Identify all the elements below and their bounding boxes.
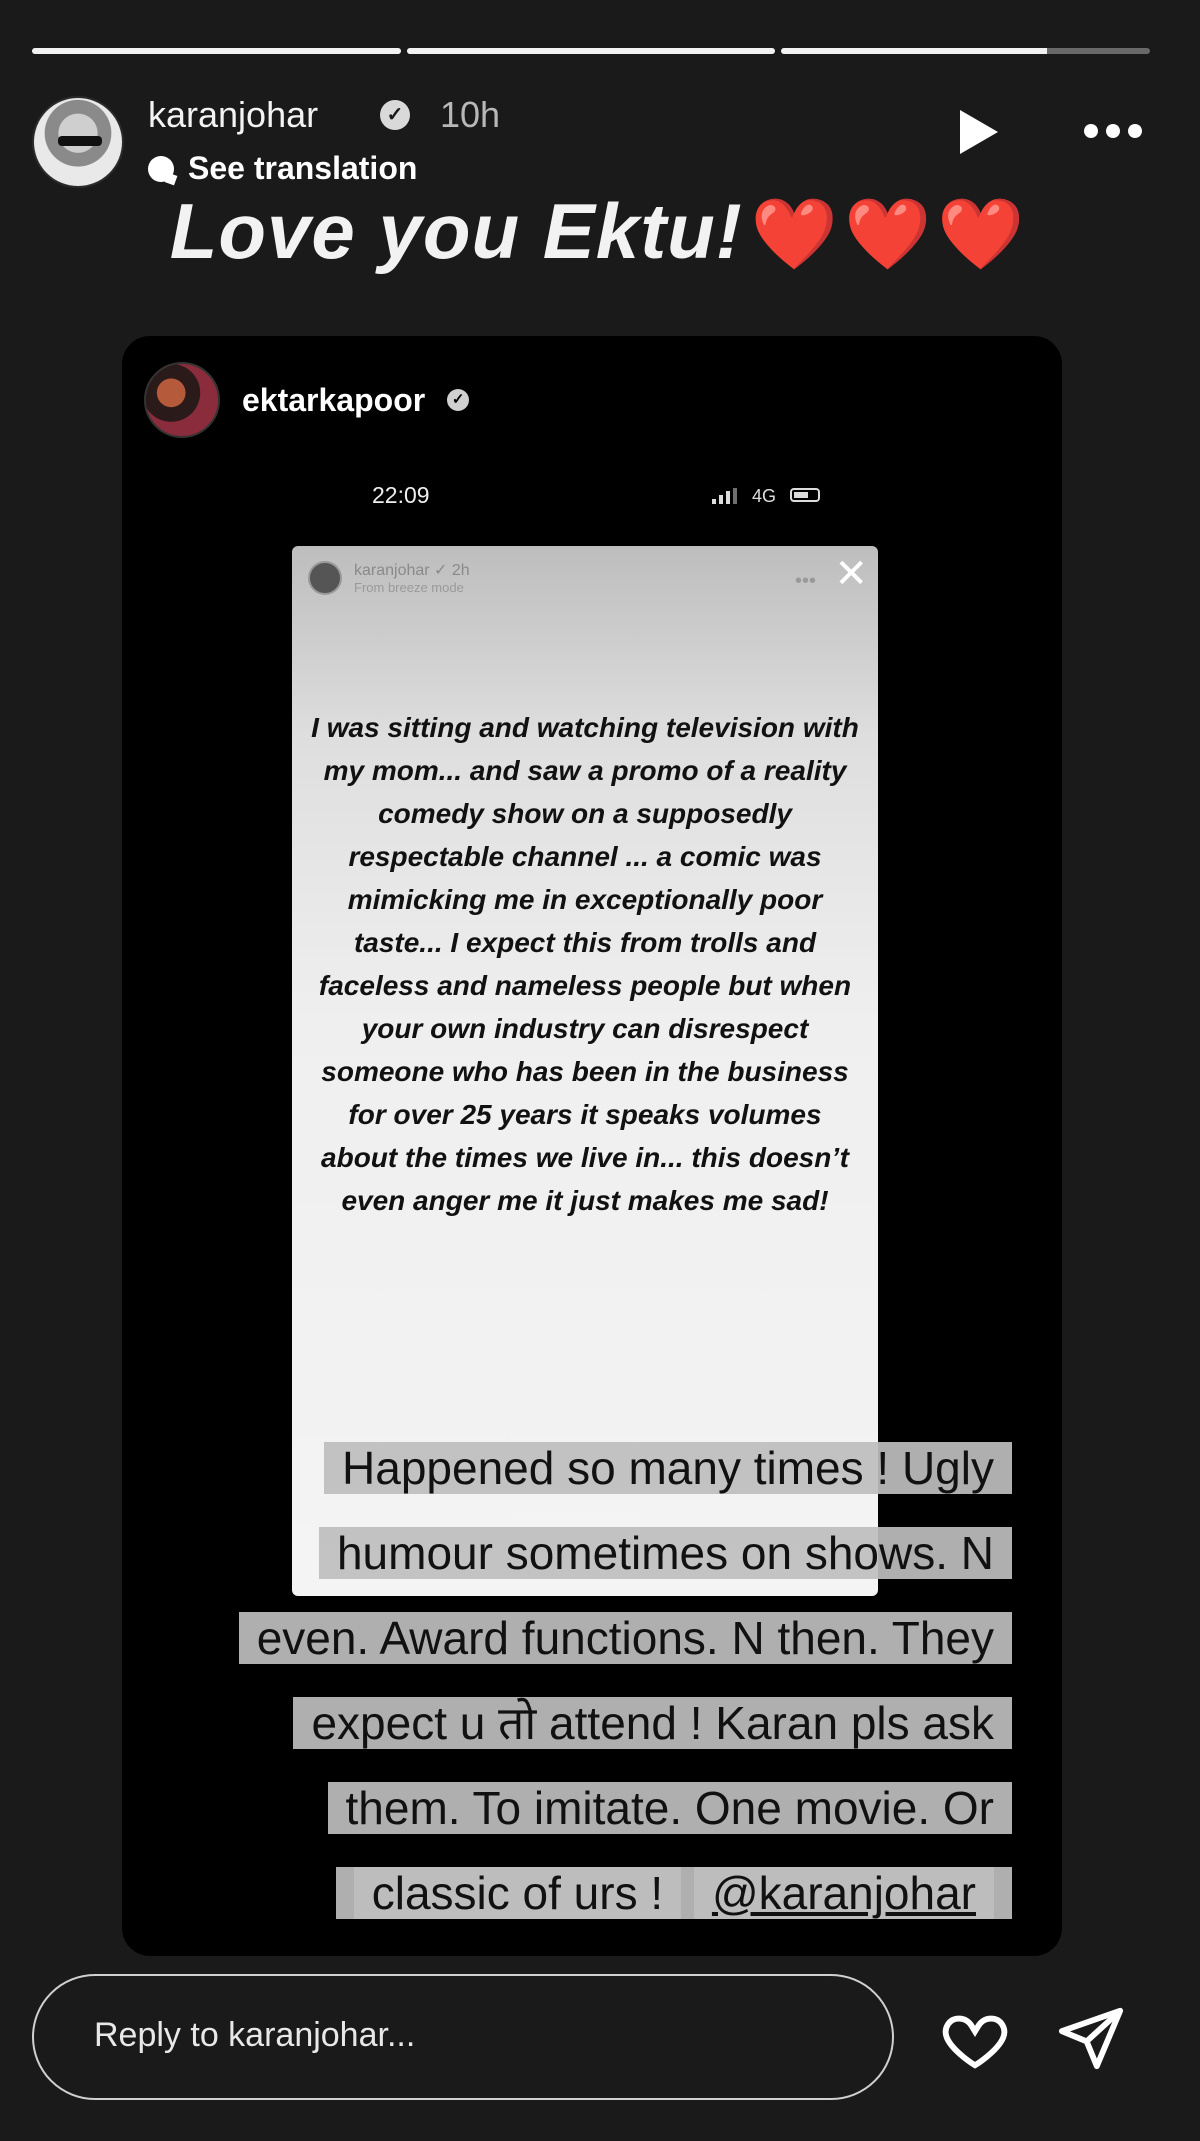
more-icon[interactable] — [1084, 124, 1144, 140]
post-time: 10h — [440, 94, 501, 135]
overlay-line — [172, 1851, 1012, 1936]
phone-status-bar — [122, 482, 1062, 522]
story-header — [32, 92, 1168, 188]
mention-link[interactable]: @karanjohar — [694, 1867, 994, 1919]
avatar[interactable] — [32, 96, 124, 188]
progress-segment-1 — [32, 48, 401, 54]
send-icon[interactable] — [1056, 2002, 1126, 2072]
signal-icon — [712, 488, 737, 504]
see-translation-label: See translation — [188, 150, 418, 186]
heart-icon[interactable] — [940, 2004, 1010, 2074]
overlay-line: expect u तो attend ! Karan pls ask — [172, 1681, 1012, 1766]
play-icon[interactable] — [960, 110, 998, 154]
network-type: 4G — [752, 486, 777, 506]
overlay-line-text: classic of urs ! — [354, 1867, 681, 1919]
overlay-line: them. To imitate. One movie. Or — [172, 1766, 1012, 1851]
progress-segment-3 — [781, 48, 1150, 54]
close-icon: ✕ — [834, 552, 868, 596]
inner-more-icon: ••• — [794, 570, 816, 592]
inner-username: karanjohar ✓ 2h — [354, 562, 470, 579]
overlay-line: even. Award functions. N then. They — [172, 1596, 1012, 1681]
overlay-line: Happened so many times ! Ugly — [172, 1426, 1012, 1511]
translate-bubble-icon — [148, 156, 174, 182]
see-translation-link[interactable] — [148, 150, 417, 187]
repost-username[interactable]: ektarkapoor — [242, 381, 426, 418]
username[interactable]: karanjohar — [148, 94, 319, 135]
progress-segment-2 — [407, 48, 776, 54]
repost-avatar[interactable] — [144, 362, 220, 438]
inner-avatar — [308, 561, 342, 595]
phone-clock: 22:09 — [372, 482, 430, 508]
reply-placeholder: Reply to karanjohar... — [94, 2016, 416, 2054]
story-progress-bar — [32, 48, 1150, 54]
overlay-text — [172, 1426, 1012, 1936]
story-caption — [0, 186, 1200, 277]
repost-header — [144, 362, 469, 438]
caption-text: Love you Ektu! — [169, 187, 743, 275]
overlay-line: humour sometimes on shows. N — [172, 1511, 1012, 1596]
verified-badge-icon: ✓ — [380, 100, 410, 130]
inner-story-header — [308, 560, 470, 595]
verified-badge-icon: ✓ — [447, 389, 469, 411]
reply-input[interactable] — [32, 1974, 894, 2100]
battery-icon — [790, 488, 820, 502]
reposted-story-card[interactable] — [122, 336, 1062, 1956]
inner-story-text: I was sitting and watching television with my mom... and saw a promo of a reality comedy show on a supposedly respectable channel ... a comic was mimicking me in exceptionally poor taste... I expect this from trolls and faceless and nameless people but when your own industry can disrespect someone who has been in the business for over 25 years it speaks volumes about the times we live in... this doesn’t even anger me it just makes me sad! — [311, 712, 859, 1216]
inner-subtitle: From breeze mode — [354, 580, 464, 595]
heart-emoji-icons: ❤️❤️❤️ — [750, 195, 1031, 273]
